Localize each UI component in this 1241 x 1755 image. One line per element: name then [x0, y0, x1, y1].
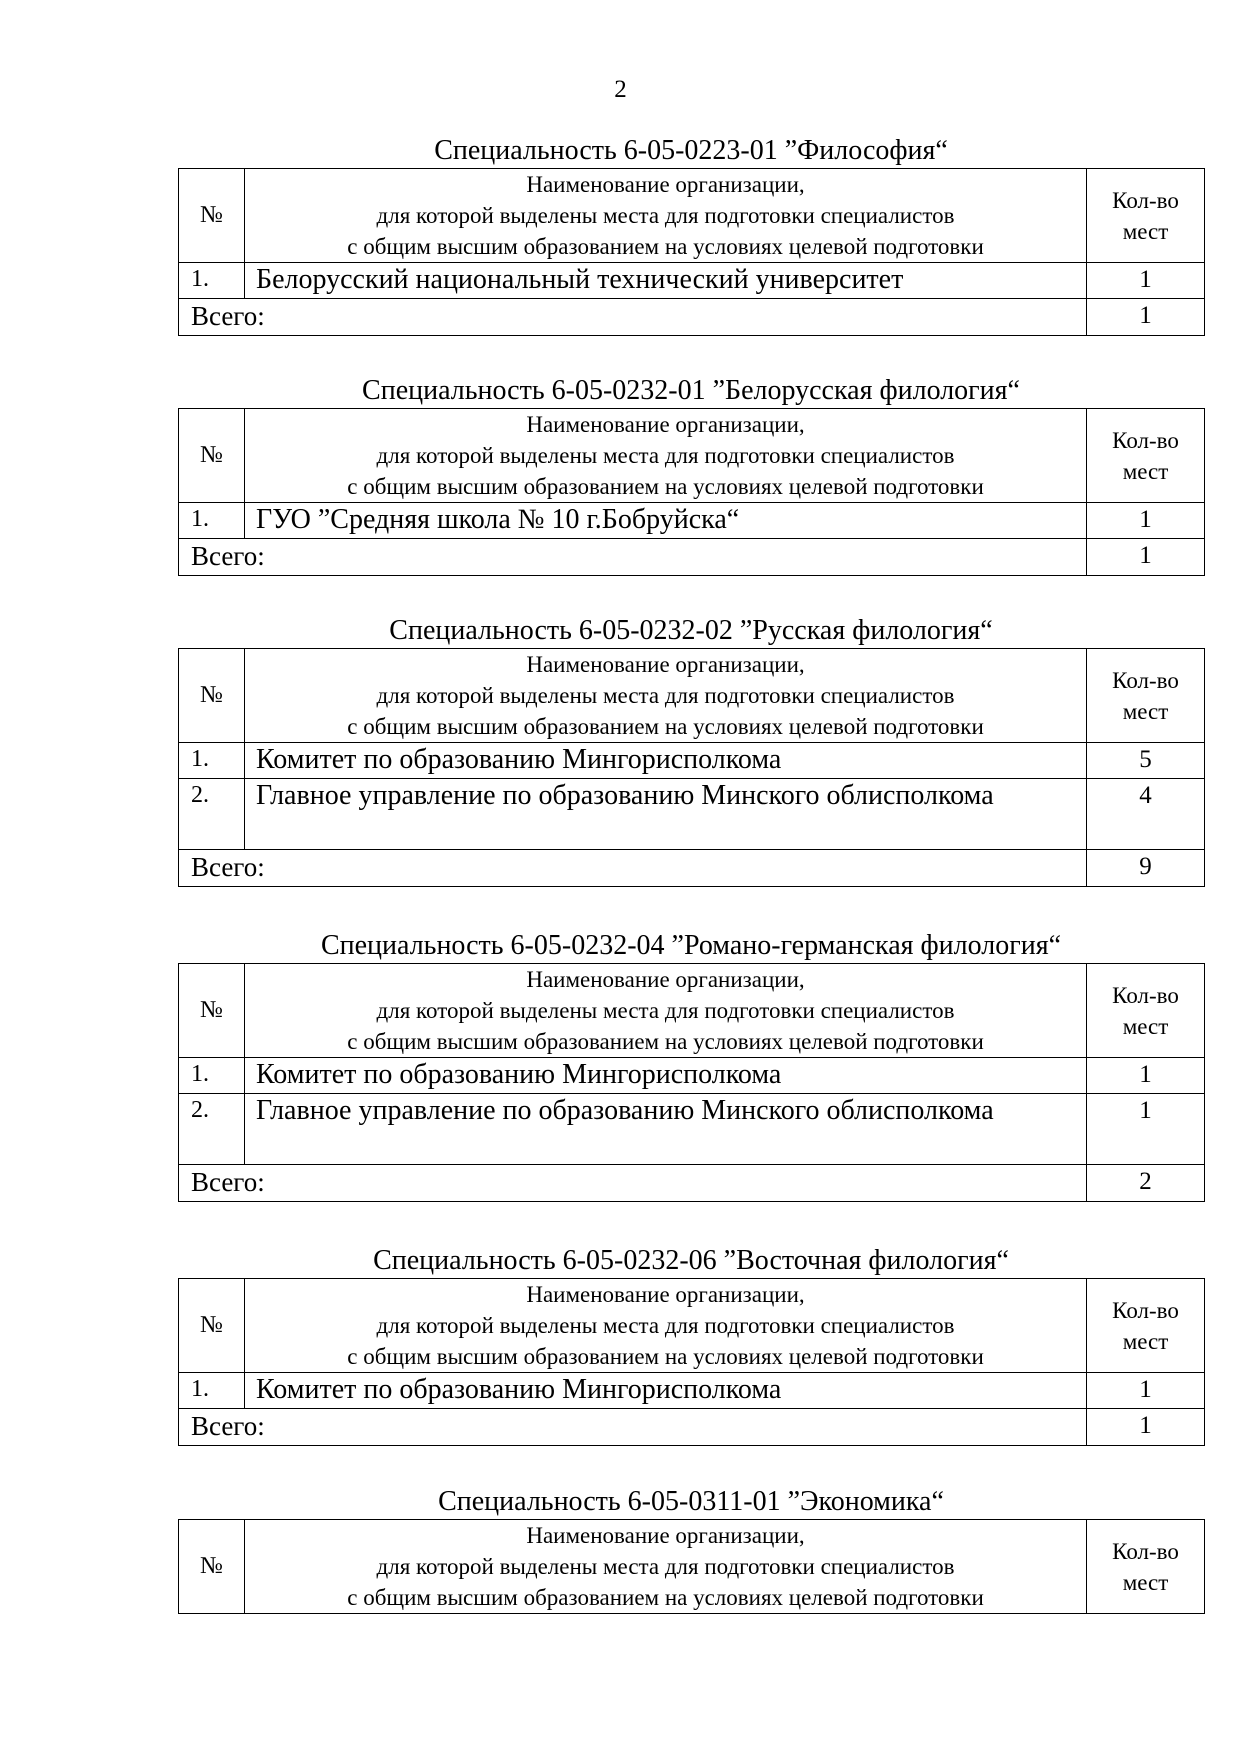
table-row — [179, 743, 1205, 779]
total-qty: 9 — [1087, 850, 1205, 887]
row-num: 1. — [179, 263, 245, 299]
total-row — [179, 299, 1205, 336]
row-qty: 1 — [1087, 503, 1205, 539]
allocation-table — [178, 408, 1205, 576]
row-organization: Главное управление по образованию Минского облисполкома — [245, 1094, 1087, 1165]
table-row — [179, 1373, 1205, 1409]
total-qty: 1 — [1087, 299, 1205, 336]
row-qty: 1 — [1087, 263, 1205, 299]
total-qty: 1 — [1087, 1409, 1205, 1446]
allocation-table — [178, 1278, 1205, 1446]
table-row — [179, 779, 1205, 850]
table-row — [179, 1094, 1205, 1165]
page-number: 2 — [614, 76, 627, 103]
row-num: 1. — [179, 1373, 245, 1409]
row-qty: 5 — [1087, 743, 1205, 779]
table-header — [179, 1520, 1205, 1614]
row-organization: Белорусский национальный технический университет — [245, 263, 1087, 299]
header-name: Наименование организации, для которой выделены места для подготовки специалистов с общим высшим образованием на условиях целевой подготовки — [245, 1520, 1087, 1614]
specialty-section — [178, 1485, 1204, 1614]
row-organization: Комитет по образованию Мингорисполкома — [245, 1373, 1087, 1409]
row-qty: 1 — [1087, 1094, 1205, 1165]
row-qty: 4 — [1087, 779, 1205, 850]
total-row — [179, 1165, 1205, 1202]
specialty-section — [178, 1244, 1204, 1446]
row-qty: 1 — [1087, 1058, 1205, 1094]
row-num: 2. — [179, 779, 245, 850]
header-name: Наименование организации, для которой выделены места для подготовки специалистов с общим высшим образованием на условиях целевой подготовки — [245, 169, 1087, 263]
total-row — [179, 1409, 1205, 1446]
section-title: Специальность 6-05-0223-01 ”Философия“ — [434, 135, 948, 166]
row-organization: ГУО ”Средняя школа № 10 г.Бобруйска“ — [245, 503, 1087, 539]
header-num: № — [179, 1520, 245, 1614]
allocation-table — [178, 168, 1205, 336]
header-name: Наименование организации, для которой выделены места для подготовки специалистов с общим высшим образованием на условиях целевой подготовки — [245, 409, 1087, 503]
total-qty: 2 — [1087, 1165, 1205, 1202]
header-qty: Кол-во мест — [1087, 964, 1205, 1058]
total-label: Всего: — [179, 299, 1087, 336]
row-num: 1. — [179, 743, 245, 779]
section-title: Специальность 6-05-0232-02 ”Русская филология“ — [389, 615, 993, 646]
header-num: № — [179, 169, 245, 263]
header-qty: Кол-во мест — [1087, 1520, 1205, 1614]
row-organization: Комитет по образованию Мингорисполкома — [245, 743, 1087, 779]
table-header — [179, 1279, 1205, 1373]
table-row — [179, 1058, 1205, 1094]
section-title: Специальность 6-05-0311-01 ”Экономика“ — [438, 1486, 944, 1517]
row-organization: Главное управление по образованию Минского облисполкома — [245, 779, 1087, 850]
header-num: № — [179, 1279, 245, 1373]
header-name: Наименование организации, для которой выделены места для подготовки специалистов с общим высшим образованием на условиях целевой подготовки — [245, 1279, 1087, 1373]
total-label: Всего: — [179, 850, 1087, 887]
table-row — [179, 263, 1205, 299]
header-num: № — [179, 649, 245, 743]
header-qty: Кол-во мест — [1087, 169, 1205, 263]
header-qty: Кол-во мест — [1087, 649, 1205, 743]
total-row — [179, 539, 1205, 576]
header-qty: Кол-во мест — [1087, 1279, 1205, 1373]
total-label: Всего: — [179, 1409, 1087, 1446]
row-num: 1. — [179, 1058, 245, 1094]
table-row — [179, 503, 1205, 539]
specialty-section — [178, 374, 1204, 576]
header-qty: Кол-во мест — [1087, 409, 1205, 503]
header-num: № — [179, 964, 245, 1058]
table-header — [179, 649, 1205, 743]
section-title: Специальность 6-05-0232-01 ”Белорусская филология“ — [362, 375, 1020, 406]
total-label: Всего: — [179, 539, 1087, 576]
total-row — [179, 850, 1205, 887]
specialty-section — [178, 134, 1204, 336]
section-title: Специальность 6-05-0232-04 ”Романо-германская филология“ — [320, 930, 1062, 961]
header-name: Наименование организации, для которой выделены места для подготовки специалистов с общим высшим образованием на условиях целевой подготовки — [245, 649, 1087, 743]
row-num: 1. — [179, 503, 245, 539]
table-header — [179, 964, 1205, 1058]
total-label: Всего: — [179, 1165, 1087, 1202]
allocation-table — [178, 963, 1205, 1202]
total-qty: 1 — [1087, 539, 1205, 576]
row-qty: 1 — [1087, 1373, 1205, 1409]
header-num: № — [179, 409, 245, 503]
row-num: 2. — [179, 1094, 245, 1165]
section-title: Специальность 6-05-0232-06 ”Восточная филология“ — [373, 1245, 1009, 1276]
table-header — [179, 169, 1205, 263]
header-name: Наименование организации, для которой выделены места для подготовки специалистов с общим высшим образованием на условиях целевой подготовки — [245, 964, 1087, 1058]
allocation-table — [178, 648, 1205, 887]
row-organization: Комитет по образованию Мингорисполкома — [245, 1058, 1087, 1094]
specialty-section — [178, 614, 1204, 887]
allocation-table — [178, 1519, 1205, 1614]
specialty-section — [178, 929, 1204, 1202]
table-header — [179, 409, 1205, 503]
